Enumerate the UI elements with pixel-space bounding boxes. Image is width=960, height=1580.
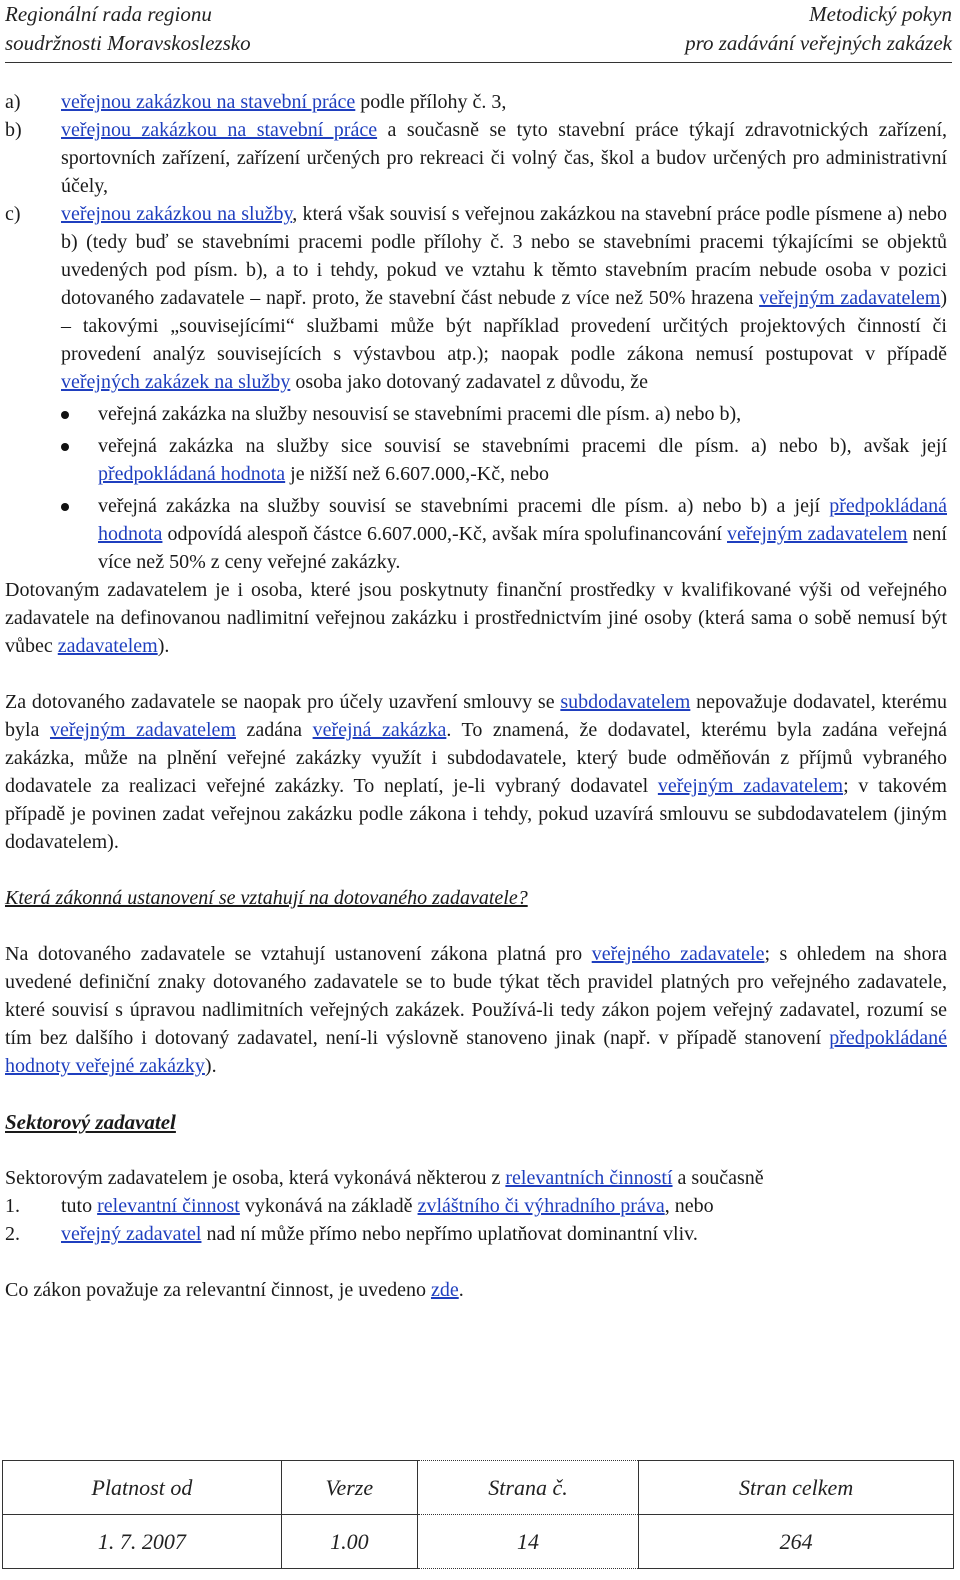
- list-marker: c): [5, 203, 21, 225]
- link[interactable]: veřejná zakázka: [312, 719, 447, 741]
- link[interactable]: relevantních činností: [505, 1167, 673, 1189]
- list-text: , nebo: [664, 1195, 714, 1217]
- footer-cell-strana-label: Strana č.: [417, 1461, 638, 1515]
- document-body: [5, 88, 947, 1304]
- footer-cell-verze-value: 1.00: [281, 1515, 417, 1569]
- bullet-item-3: [5, 492, 947, 576]
- list-marker: b): [5, 119, 22, 141]
- list-text: nad ní může přímo nebo nepřímo uplatňovat dominantní vliv.: [201, 1223, 698, 1245]
- link[interactable]: relevantní činnost: [97, 1195, 240, 1217]
- footer-value-row: [3, 1515, 954, 1569]
- header-organization-line1: Regionální rada regionu: [5, 2, 212, 26]
- numbered-item-2: [5, 1220, 947, 1248]
- paragraph-sektorovy: [5, 1164, 947, 1192]
- link[interactable]: předpokládaná hodnota: [98, 495, 947, 545]
- list-marker: 2.: [5, 1223, 20, 1245]
- link[interactable]: zde: [430, 1279, 459, 1301]
- paragraph-dotovany-zadavatel: [5, 576, 947, 660]
- paragraph-text: Za dotovaného zadavatele se naopak pro účely uzavření smlouvy se: [5, 691, 561, 713]
- footer-cell-platnost-value: 1. 7. 2007: [3, 1515, 282, 1569]
- footer-cell-verze-label: Verze: [281, 1461, 417, 1515]
- link[interactable]: subdodavatelem: [560, 691, 691, 713]
- list-text: ) – takovými „souvisejícími“ službami může být například provedení určitých projektových činností či provedení analýz souvisejících s výstavbou atp.); naopak podle zákona nemusí postupovat v případě: [61, 287, 947, 365]
- bullet-icon: [61, 503, 69, 511]
- bullet-text: veřejná zakázka na služby souvisí se stavebními pracemi dle písm. a) nebo b) a její: [98, 495, 830, 517]
- list-text: vykonává na základě: [239, 1195, 418, 1217]
- header-left: [5, 0, 251, 58]
- bullet-item-1: [5, 400, 947, 428]
- footer-cell-platnost-label: Platnost od: [3, 1461, 282, 1515]
- paragraph-text: Sektorovým zadavatelem je osoba, která vykonává některou z: [5, 1167, 506, 1189]
- paragraph-text: zadána: [235, 719, 313, 741]
- footer-table: [2, 1460, 954, 1569]
- bullet-text: není více než 50% z ceny veřejné zakázky.: [98, 523, 947, 573]
- paragraph-text: ; v takovém případě je povinen zadat veřejnou zakázku podle zákona i tehdy, pokud uzavírá smlouvu se subdodavatelem (jiným dodavatelem).: [5, 775, 947, 853]
- list-item-a: [5, 88, 947, 116]
- link[interactable]: veřejný zadavatel: [61, 1223, 202, 1245]
- header-doc-title-line1: Metodický pokyn: [809, 2, 952, 26]
- link[interactable]: veřejným zadavatelem: [759, 287, 941, 309]
- paragraph-text: ; s ohledem na shora uvedené definiční znaky dotovaného zadavatele se to bude týkat těch pravidel platných pro veřejného zadavatele, které souvisí s úpravou nadlimitních veřejných zakázek. Používá-li tedy zákon pojem veřejný zadavatel, rozumí se tím bez dalšího i dotovaný zadavatel, není-li výslovně stanoveno jinak (např. v případě stanovení: [5, 943, 948, 1049]
- footer-cell-stran-celkem-label: Stran celkem: [639, 1461, 954, 1515]
- bullet-text: veřejná zakázka na služby sice souvisí se stavebními pracemi dle písm. a) nebo b), avšak její: [98, 435, 947, 457]
- link[interactable]: veřejným zadavatelem: [657, 775, 844, 797]
- header-right: [685, 0, 952, 58]
- list-marker: a): [5, 91, 21, 113]
- footer-cell-strana-value: 14: [417, 1515, 638, 1569]
- link[interactable]: veřejným zadavatelem: [49, 719, 236, 741]
- bullet-item-2: [5, 432, 947, 488]
- question-heading: Která zákonná ustanovení se vztahují na dotovaného zadavatele?: [5, 887, 528, 909]
- paragraph-text: Co zákon považuje za relevantní činnost, je uvedeno: [5, 1279, 431, 1301]
- paragraph-text: a současně: [672, 1167, 764, 1189]
- link[interactable]: předpokládaná hodnota: [98, 463, 286, 485]
- bullet-icon: [61, 411, 69, 419]
- link[interactable]: veřejnou zakázkou na stavební práce: [61, 91, 356, 113]
- list-text: tuto: [61, 1195, 98, 1217]
- link[interactable]: veřejnou zakázkou na služby: [61, 203, 293, 225]
- numbered-item-1: [5, 1192, 947, 1220]
- list-item-b: [5, 116, 947, 200]
- list-text: , která však souvisí s veřejnou zakázkou na stavební práce podle písmene a) nebo b) (tedy buď se stavebními pracemi podle přílohy č. 3 nebo se stavebními pracemi týkajícími se objektů uvedených pod písm. b), a to i tehdy, pokud ve vztahu k těmto stavebním pracím nebude osoba v pozici dotovaného zadavatele – např. proto, že stavební část nebude z více než 50% hrazena: [61, 203, 947, 309]
- paragraph-subdodavatel: [5, 688, 947, 856]
- header-doc-title-line2: pro zadávání veřejných zakázek: [685, 31, 952, 55]
- paragraph-text: Na dotovaného zadavatele se vztahují ustanovení zákona platná pro: [5, 943, 592, 965]
- link[interactable]: veřejného zadavatele: [591, 943, 765, 965]
- paragraph-text: . To znamená, že dodavatel, kterému byla zadána veřejná zakázka, může na plnění veřejné zakázky využít i subdodavatele, který bude odměňován z příjmů vybraného dodavatele za realizaci veřejné zakázky. To neplatí, je-li vybraný dodavatel: [5, 719, 948, 797]
- link[interactable]: předpokládané hodnoty veřejné zakázky: [5, 1027, 947, 1077]
- list-item-c: [5, 200, 947, 396]
- paragraph-text: ).: [157, 635, 170, 657]
- bullet-icon: [61, 443, 69, 451]
- list-text: podle přílohy č. 3,: [355, 91, 507, 113]
- paragraph-text: Dotovaným zadavatelem je i osoba, které jsou poskytnuty finanční prostředky v kvalifikované výši od veřejného zadavatele na definovanou nadlimitní veřejnou zakázku i prostřednictvím jiné osoby (která sama o sobě nemusí být vůbec: [5, 579, 947, 657]
- paragraph-ustanoveni: [5, 940, 947, 1080]
- paragraph-text: nepovažuje dodavatel, kterému byla: [5, 691, 947, 741]
- footer-header-row: [3, 1461, 954, 1515]
- link[interactable]: zvláštního či výhradního práva: [417, 1195, 665, 1217]
- link[interactable]: veřejných zakázek na služby: [61, 371, 291, 393]
- bullet-text: je nižší než 6.607.000,-Kč, nebo: [285, 463, 549, 485]
- paragraph-text: .: [458, 1279, 464, 1301]
- header-organization-line2: soudržnosti Moravskoslezsko: [5, 31, 251, 55]
- page-header: [5, 0, 952, 63]
- bullet-text: veřejná zakázka na služby nesouvisí se stavebními pracemi dle písm. a) nebo b),: [98, 403, 742, 425]
- list-text: a současně se tyto stavební práce týkají zdravotnických zařízení, sportovních zařízení, zařízení určených pro rekreaci či volný čas, škol a budov určených pro administrativní účely,: [61, 119, 948, 197]
- link[interactable]: veřejnou zakázkou na stavební práce: [61, 119, 378, 141]
- section-title: Sektorový zadavatel: [5, 1110, 176, 1134]
- bullet-text: odpovídá alespoň částce 6.607.000,-Kč, avšak míra spolufinancování: [162, 523, 728, 545]
- link[interactable]: zadavatelem: [57, 635, 158, 657]
- link[interactable]: veřejným zadavatelem: [727, 523, 908, 545]
- paragraph-text: ).: [204, 1055, 217, 1077]
- paragraph-relevantni-cinnost: [5, 1276, 947, 1304]
- list-marker: 1.: [5, 1195, 20, 1217]
- footer-cell-stran-celkem-value: 264: [639, 1515, 954, 1569]
- list-text: osoba jako dotovaný zadavatel z důvodu, že: [290, 371, 648, 393]
